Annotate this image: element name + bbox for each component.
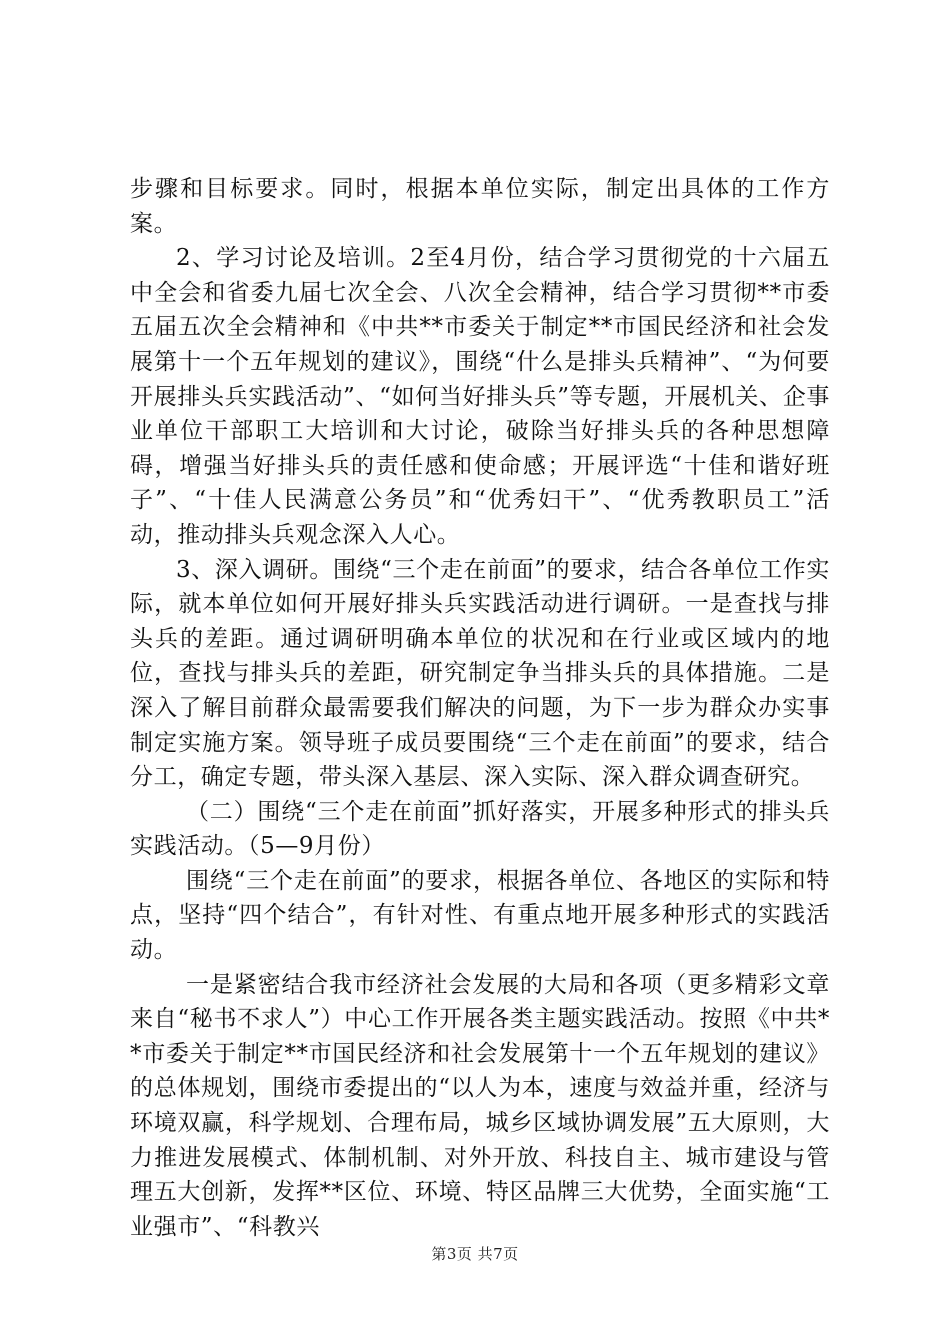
section-heading-two: （二）围绕“三个走在前面”抓好落实，开展多种形式的排头兵实践活动。（5—9月份） bbox=[130, 798, 830, 860]
paragraph-first-point: 一是紧密结合我市经济社会发展的大局和各项（更多精彩文章来自“秘书不求人”）中心工作开展各类主题实践活动。按照《中共**市委关于制定**市国民经济和社会发展第十一个五年规划的建议》的总体规划，围绕市委提出的“以人为本，速度与效益并重，经济与环境双赢，科学规划、合理布局，城乡区域协调发展”五大原则，大力推进发展模式、体制机制、对外开放、科技自主、城市建设与管理五大创新，发挥**区位、环境、特区品牌三大优势，全面实施“工业强市”、“科教兴 bbox=[130, 971, 830, 1240]
paragraph-four-combinations: 围绕“三个走在前面”的要求，根据各单位、各地区的实际和特点，坚持“四个结合”，有针对性、有重点地开展多种形式的实践活动。 bbox=[130, 867, 830, 964]
document-body bbox=[130, 172, 830, 1244]
paragraph-research: 3、深入调研。围绕“三个走在前面”的要求，结合各单位工作实际，就本单位如何开展好排头兵实践活动进行调研。一是查找与排头兵的差距。通过调研明确本单位的状况和在行业或区域内的地位，查找与排头兵的差距，研究制定争当排头兵的具体措施。二是深入了解目前群众最需要我们解决的问题，为下一步为群众办实事制定实施方案。领导班子成员要围绕“三个走在前面”的要求，结合分工，确定专题，带头深入基层、深入实际、深入群众调查研究。 bbox=[130, 556, 830, 791]
paragraph-continuation: 步骤和目标要求。同时，根据本单位实际，制定出具体的工作方案。 bbox=[130, 176, 830, 237]
paragraph-study-training: 2、学习讨论及培训。2至4月份，结合学习贯彻党的十六届五中全会和省委九届七次全会、八次全会精神，结合学习贯彻**市委五届五次全会精神和《中共**市委关于制定**市国民经济和社会发展第十一个五年规划的建议》，围绕“什么是排头兵精神”、“为何要开展排头兵实践活动”、“如何当好排头兵”等专题，开展机关、企事业单位干部职工大培训和大讨论，破除当好排头兵的各种思想障碍，增强当好排头兵的责任感和使命感；开展评选“十佳和谐好班子”、“十佳人民满意公务员”和“优秀妇干”、“优秀教职员工”活动，推动排头兵观念深入人心。 bbox=[130, 245, 830, 548]
page-number-footer: 第3页 共7页 bbox=[431, 1245, 519, 1263]
